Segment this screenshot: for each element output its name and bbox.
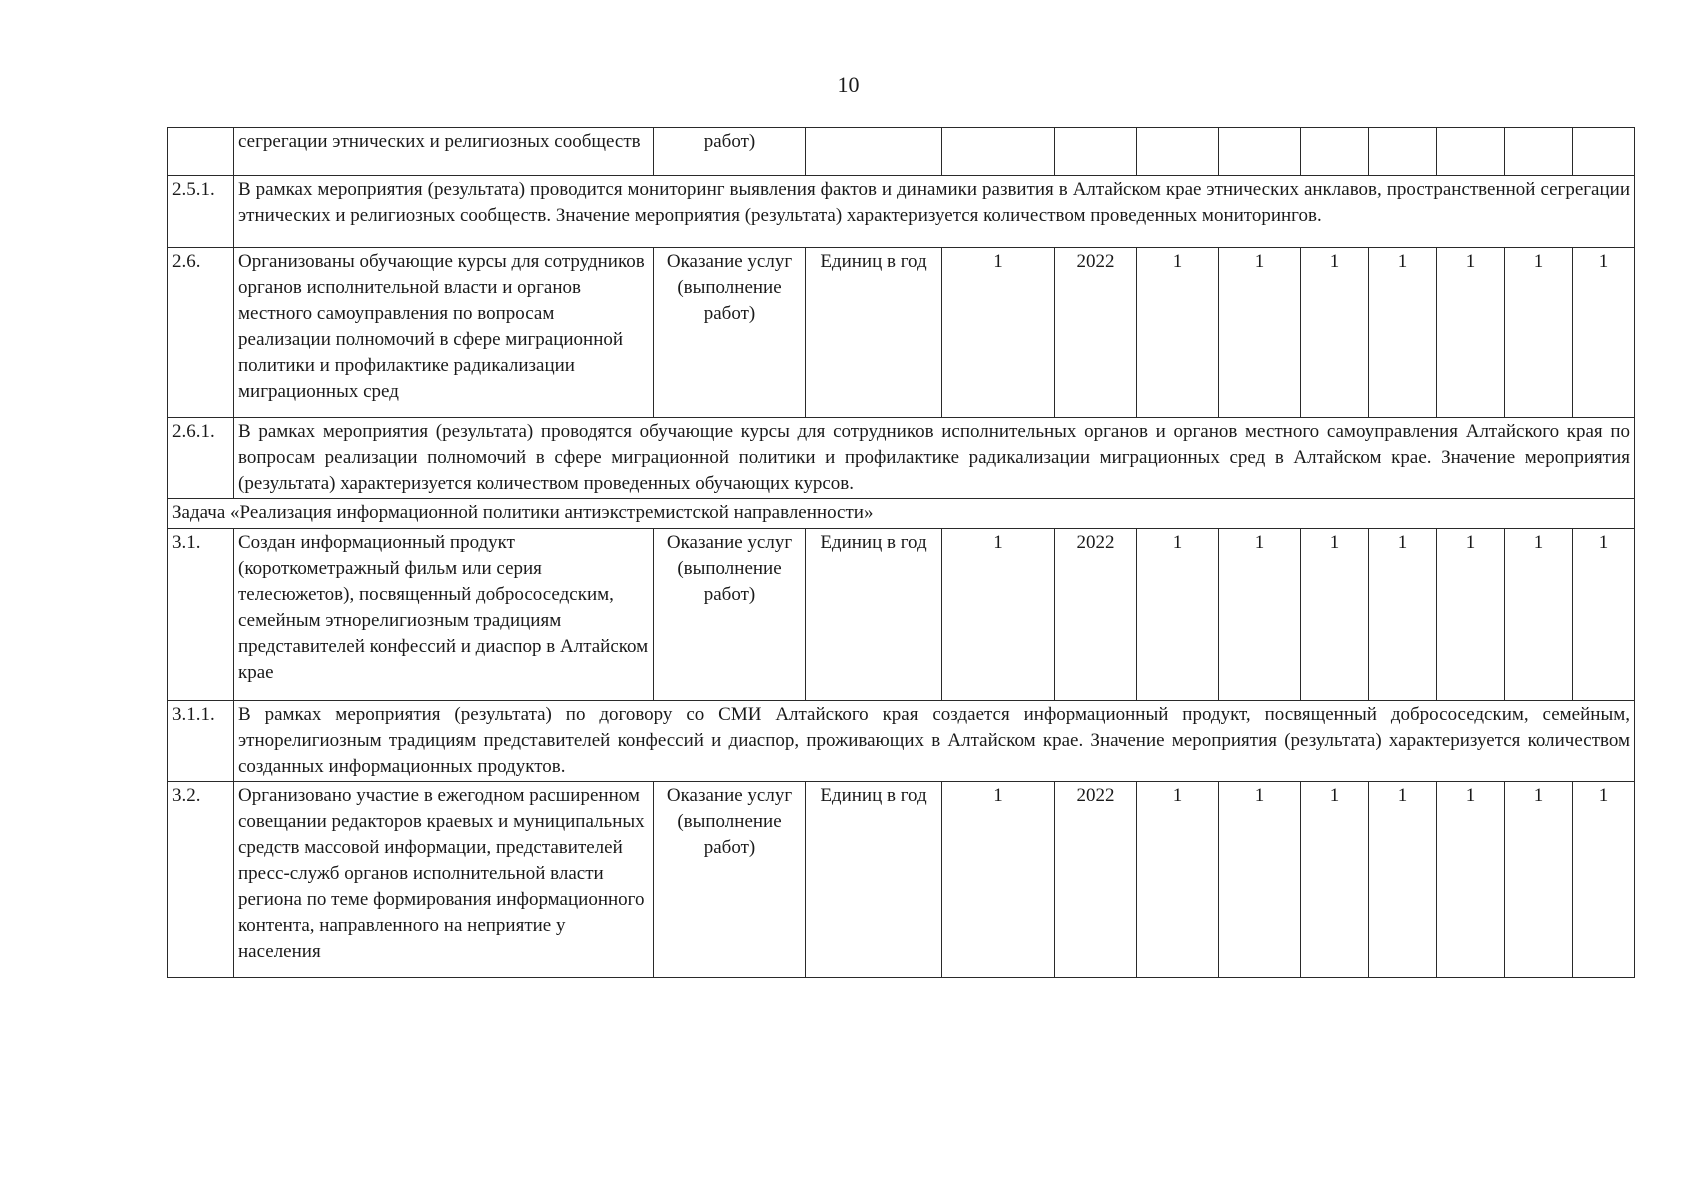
unit-of-measure: Единиц в год [806, 782, 942, 978]
year-value-1: 1 [1137, 529, 1219, 701]
row-number: 2.5.1. [168, 176, 234, 248]
year-value-6 [1505, 128, 1573, 176]
unit-of-measure [806, 128, 942, 176]
base-value: 1 [942, 782, 1055, 978]
row-number: 3.1. [168, 529, 234, 701]
year-value-1 [1137, 128, 1219, 176]
year-value-1: 1 [1137, 782, 1219, 978]
table-row-note [168, 418, 1635, 499]
row-number: 3.1.1. [168, 701, 234, 782]
year-value-2 [1219, 128, 1301, 176]
year-value-4 [1369, 128, 1437, 176]
row-number: 2.6.1. [168, 418, 234, 499]
year-value-4: 1 [1369, 248, 1437, 418]
year-value-2: 1 [1219, 782, 1301, 978]
year-value-5 [1437, 128, 1505, 176]
base-value [942, 128, 1055, 176]
year-value-6: 1 [1505, 782, 1573, 978]
result-name: Организовано участие в ежегодном расширенном совещании редакторов краевых и муниципальных средств массовой информации, представителей пресс-служб органов исполнительной власти региона по теме формирования информационного контента, направленного на неприятие у населения [234, 782, 654, 978]
results-table [167, 127, 1635, 978]
base-year: 2022 [1055, 248, 1137, 418]
year-value-4: 1 [1369, 782, 1437, 978]
table-row-item [168, 128, 1635, 176]
result-description: В рамках мероприятия (результата) проводится мониторинг выявления фактов и динамики развития в Алтайском крае этнических анклавов, пространственной сегрегации этнических и религиозных сообществ. Значение мероприятия (результата) характеризуется количеством проведенных мониторингов. [234, 176, 1635, 248]
year-value-6: 1 [1505, 529, 1573, 701]
result-description: В рамках мероприятия (результата) проводятся обучающие курсы для сотрудников исполнительных органов и органов местного самоуправления Алтайского края по вопросам реализации полномочий в сфере миграционной политики и профилактике радикализации миграционных сред в Алтайском крае. Значение мероприятия (результата) характеризуется количеством проведенных обучающих курсов. [234, 418, 1635, 499]
table-row-task [168, 499, 1635, 529]
year-value-1: 1 [1137, 248, 1219, 418]
table-row-item [168, 248, 1635, 418]
year-value-3 [1301, 128, 1369, 176]
year-value-2: 1 [1219, 248, 1301, 418]
table-row-note [168, 176, 1635, 248]
year-value-7: 1 [1573, 782, 1635, 978]
year-value-4: 1 [1369, 529, 1437, 701]
row-number: 2.6. [168, 248, 234, 418]
task-heading: Задача «Реализация информационной политики антиэкстремистской направленности» [168, 499, 1635, 529]
year-value-3: 1 [1301, 248, 1369, 418]
row-number [168, 128, 234, 176]
base-year: 2022 [1055, 529, 1137, 701]
year-value-5: 1 [1437, 782, 1505, 978]
result-name: Организованы обучающие курсы для сотрудников органов исполнительной власти и органов местного самоуправления по вопросам реализации полномочий в сфере миграционной политики и профилактике радикализации миграционных сред [234, 248, 654, 418]
table-row-item [168, 782, 1635, 978]
year-value-7 [1573, 128, 1635, 176]
unit-of-measure: Единиц в год [806, 529, 942, 701]
result-name: Создан информационный продукт (короткометражный фильм или серия телесюжетов), посвященный добрососедским, семейным этнорелигиозным традициям представителей конфессий и диаспор в Алтайском крае [234, 529, 654, 701]
year-value-7: 1 [1573, 248, 1635, 418]
year-value-6: 1 [1505, 248, 1573, 418]
page-number: 10 [837, 72, 860, 97]
table-row-item [168, 529, 1635, 701]
year-value-7: 1 [1573, 529, 1635, 701]
result-description: В рамках мероприятия (результата) по договору со СМИ Алтайского края создается информационный продукт, посвященный добрососедским, семейным, этнорелигиозным традициям представителей конфессий и диаспор, проживающих в Алтайском крае. Значение мероприятия (результата) характеризуется количеством созданных информационных продуктов. [234, 701, 1635, 782]
unit-of-measure: Единиц в год [806, 248, 942, 418]
base-year [1055, 128, 1137, 176]
base-value: 1 [942, 248, 1055, 418]
result-type: Оказание услуг (выполнение работ) [654, 248, 806, 418]
row-number: 3.2. [168, 782, 234, 978]
result-name: сегрегации этнических и религиозных сообществ [234, 128, 654, 176]
result-type: Оказание услуг (выполнение работ) [654, 782, 806, 978]
result-type: работ) [654, 128, 806, 176]
year-value-5: 1 [1437, 248, 1505, 418]
year-value-2: 1 [1219, 529, 1301, 701]
year-value-5: 1 [1437, 529, 1505, 701]
year-value-3: 1 [1301, 529, 1369, 701]
base-year: 2022 [1055, 782, 1137, 978]
table-row-note [168, 701, 1635, 782]
base-value: 1 [942, 529, 1055, 701]
year-value-3: 1 [1301, 782, 1369, 978]
result-type: Оказание услуг (выполнение работ) [654, 529, 806, 701]
